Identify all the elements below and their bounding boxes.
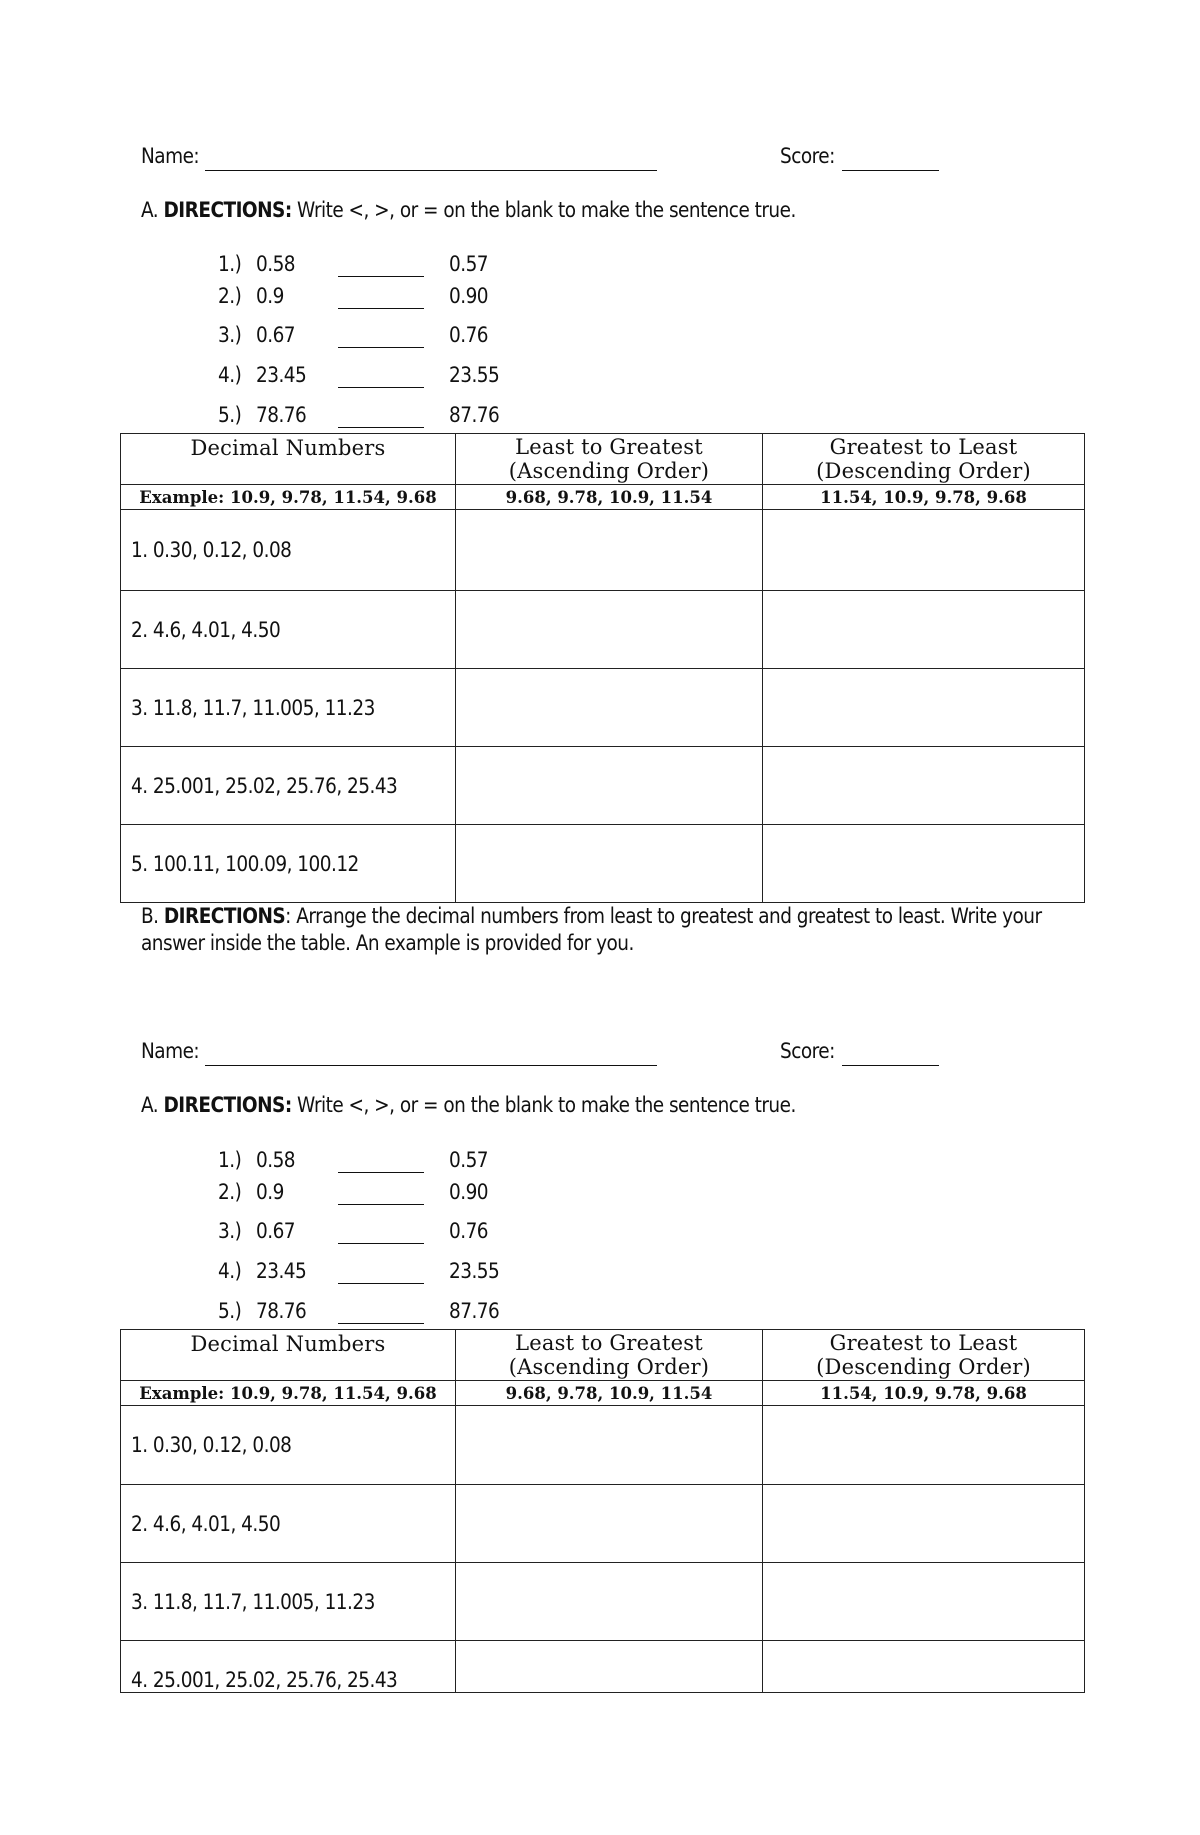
header-ascending-subtitle: (Ascending Order) [508, 1355, 710, 1379]
comparison-left-value: 23.45 [256, 363, 307, 387]
part-b-directions-text: : Arrange the decimal numbers from least to greatest and greatest to least. Write your [285, 904, 1042, 928]
descending-answer-cell[interactable] [763, 1485, 1085, 1563]
comparison-answer-blank[interactable] [338, 276, 424, 277]
row-decimal-numbers-text: 3. 11.8, 11.7, 11.005, 11.23 [131, 695, 375, 720]
descending-answer-cell[interactable] [763, 669, 1085, 747]
part-a-directions [141, 198, 796, 222]
descending-answer-cell[interactable] [763, 1563, 1085, 1641]
row-decimal-numbers-text: 2. 4.6, 4.01, 4.50 [131, 1511, 281, 1536]
part-a-letter: A. [141, 1093, 159, 1117]
header-decimal-numbers-text: Decimal Numbers [190, 436, 386, 460]
comparison-answer-blank[interactable] [338, 1172, 424, 1173]
header-decimal-numbers [121, 1330, 456, 1381]
table-row [121, 747, 1085, 825]
comparison-right-value: 0.76 [449, 323, 489, 347]
ascending-answer-cell[interactable] [456, 747, 763, 825]
part-a-directions-text: Write <, >, or = on the blank to make the sentence true. [297, 1093, 796, 1117]
table-row [121, 591, 1085, 669]
comparison-left-value: 78.76 [256, 1299, 307, 1323]
example-ascending: 9.68, 9.78, 10.9, 11.54 [456, 1381, 763, 1406]
comparison-left-value: 78.76 [256, 403, 307, 427]
table-row [121, 1485, 1085, 1563]
row-decimal-numbers-text: 2. 4.6, 4.01, 4.50 [131, 617, 281, 642]
header-descending-title: Greatest to Least [829, 1331, 1018, 1355]
comparison-number: 1.) [218, 1148, 242, 1172]
table-example-row [121, 485, 1085, 510]
comparison-number: 5.) [218, 403, 242, 427]
comparison-number: 4.) [218, 1259, 242, 1283]
comparison-right-value: 0.90 [449, 284, 489, 308]
comparison-right-value: 87.76 [449, 403, 500, 427]
example-decimal-numbers: Example: 10.9, 9.78, 11.54, 9.68 [121, 1381, 456, 1406]
comparison-answer-blank[interactable] [338, 387, 424, 388]
name-label [141, 1039, 199, 1063]
descending-answer-cell[interactable] [763, 825, 1085, 903]
name-label-text: Name: [141, 144, 200, 168]
part-a-directions [141, 1093, 796, 1117]
decimal-ordering-table [120, 1329, 1085, 1693]
table-example-row [121, 1381, 1085, 1406]
comparison-left-value: 0.67 [256, 1219, 296, 1243]
table-header-row [121, 1330, 1085, 1381]
row-decimal-numbers-text: 3. 11.8, 11.7, 11.005, 11.23 [131, 1589, 375, 1614]
row-decimal-numbers-text: 4. 25.001, 25.02, 25.76, 25.43 [131, 773, 398, 798]
comparison-right-value: 0.57 [449, 252, 489, 276]
comparison-right-value: 23.55 [449, 363, 500, 387]
comparison-answer-blank[interactable] [338, 1204, 424, 1205]
comparison-right-value: 0.76 [449, 1219, 489, 1243]
comparison-number: 1.) [218, 252, 242, 276]
row-decimal-numbers [121, 747, 456, 825]
ascending-answer-cell[interactable] [456, 591, 763, 669]
ascending-answer-cell[interactable] [456, 1406, 763, 1485]
ascending-answer-cell[interactable] [456, 510, 763, 591]
part-b-directions-label: DIRECTIONS [163, 904, 286, 928]
comparison-left-value: 0.9 [256, 1180, 284, 1204]
row-decimal-numbers [121, 510, 456, 591]
comparison-number: 5.) [218, 1299, 242, 1323]
ascending-answer-cell[interactable] [456, 1485, 763, 1563]
part-b-directions-line2 [141, 931, 634, 955]
header-ascending-title: Least to Greatest [515, 435, 703, 459]
score-label [780, 1039, 835, 1063]
descending-answer-cell[interactable] [763, 747, 1085, 825]
header-decimal-numbers [121, 434, 456, 485]
comparison-answer-blank[interactable] [338, 347, 424, 348]
example-descending: 11.54, 10.9, 9.78, 9.68 [763, 1381, 1085, 1406]
comparison-answer-blank[interactable] [338, 308, 424, 309]
part-b-letter: B. [141, 904, 159, 928]
comparison-right-value: 87.76 [449, 1299, 500, 1323]
comparison-left-value: 0.9 [256, 284, 284, 308]
comparison-answer-blank[interactable] [338, 1323, 424, 1324]
descending-answer-cell[interactable] [763, 591, 1085, 669]
header-descending-title: Greatest to Least [829, 435, 1018, 459]
comparison-left-value: 0.67 [256, 323, 296, 347]
name-label [141, 144, 199, 168]
header-ascending-title: Least to Greatest [515, 1331, 703, 1355]
comparison-left-value: 23.45 [256, 1259, 307, 1283]
table-header-row [121, 434, 1085, 485]
part-a-directions-text: Write <, >, or = on the blank to make the sentence true. [297, 198, 796, 222]
score-label [780, 144, 835, 168]
part-b-directions-text-2: answer inside the table. An example is provided for you. [141, 931, 634, 955]
row-decimal-numbers [121, 1406, 456, 1485]
comparison-right-value: 0.90 [449, 1180, 489, 1204]
ascending-answer-cell[interactable] [456, 825, 763, 903]
row-decimal-numbers-text: 1. 0.30, 0.12, 0.08 [131, 538, 292, 562]
header-ascending-subtitle: (Ascending Order) [508, 459, 710, 483]
header-ascending [456, 434, 763, 485]
descending-answer-cell[interactable] [763, 1641, 1085, 1693]
example-descending: 11.54, 10.9, 9.78, 9.68 [763, 485, 1085, 510]
score-label-text: Score: [780, 144, 835, 168]
part-a-directions-label: DIRECTIONS: [163, 1093, 292, 1117]
descending-answer-cell[interactable] [763, 510, 1085, 591]
row-decimal-numbers-text: 1. 0.30, 0.12, 0.08 [131, 1433, 292, 1457]
ascending-answer-cell[interactable] [456, 1563, 763, 1641]
table-row [121, 510, 1085, 591]
example-decimal-numbers: Example: 10.9, 9.78, 11.54, 9.68 [121, 485, 456, 510]
part-a-directions-label: DIRECTIONS: [163, 198, 292, 222]
header-descending [763, 434, 1085, 485]
comparison-number: 3.) [218, 323, 242, 347]
header-descending-subtitle: (Descending Order) [816, 1355, 1031, 1379]
table-row [121, 669, 1085, 747]
comparison-number: 4.) [218, 363, 242, 387]
score-blank[interactable] [842, 1065, 939, 1066]
comparison-number: 3.) [218, 1219, 242, 1243]
comparison-answer-blank[interactable] [338, 1243, 424, 1244]
row-decimal-numbers [121, 591, 456, 669]
ascending-answer-cell[interactable] [456, 1641, 763, 1693]
ascending-answer-cell[interactable] [456, 669, 763, 747]
row-decimal-numbers [121, 669, 456, 747]
table-row [121, 825, 1085, 903]
row-decimal-numbers-text: 5. 100.11, 100.09, 100.12 [131, 851, 359, 876]
comparison-number: 2.) [218, 1180, 242, 1204]
header-descending [763, 1330, 1085, 1381]
example-ascending: 9.68, 9.78, 10.9, 11.54 [456, 485, 763, 510]
name-blank[interactable] [205, 1065, 657, 1066]
comparison-answer-blank[interactable] [338, 427, 424, 428]
row-decimal-numbers-text: 4. 25.001, 25.02, 25.76, 25.43 [131, 1668, 398, 1692]
score-label-text: Score: [780, 1039, 835, 1063]
part-b-directions-line1 [141, 904, 1042, 928]
comparison-right-value: 23.55 [449, 1259, 500, 1283]
decimal-ordering-table [120, 433, 1085, 903]
table-row [121, 1563, 1085, 1641]
name-blank[interactable] [205, 170, 657, 171]
row-decimal-numbers [121, 1563, 456, 1641]
header-descending-subtitle: (Descending Order) [816, 459, 1031, 483]
comparison-right-value: 0.57 [449, 1148, 489, 1172]
name-label-text: Name: [141, 1039, 200, 1063]
header-decimal-numbers-text: Decimal Numbers [190, 1332, 386, 1356]
table-row [121, 1641, 1085, 1693]
comparison-left-value: 0.58 [256, 1148, 296, 1172]
comparison-answer-blank[interactable] [338, 1283, 424, 1284]
row-decimal-numbers [121, 1485, 456, 1563]
part-a-letter: A. [141, 198, 159, 222]
header-ascending [456, 1330, 763, 1381]
row-decimal-numbers [121, 1641, 456, 1693]
comparison-left-value: 0.58 [256, 252, 296, 276]
comparison-number: 2.) [218, 284, 242, 308]
score-blank[interactable] [842, 170, 939, 171]
descending-answer-cell[interactable] [763, 1406, 1085, 1485]
row-decimal-numbers [121, 825, 456, 903]
table-row [121, 1406, 1085, 1485]
